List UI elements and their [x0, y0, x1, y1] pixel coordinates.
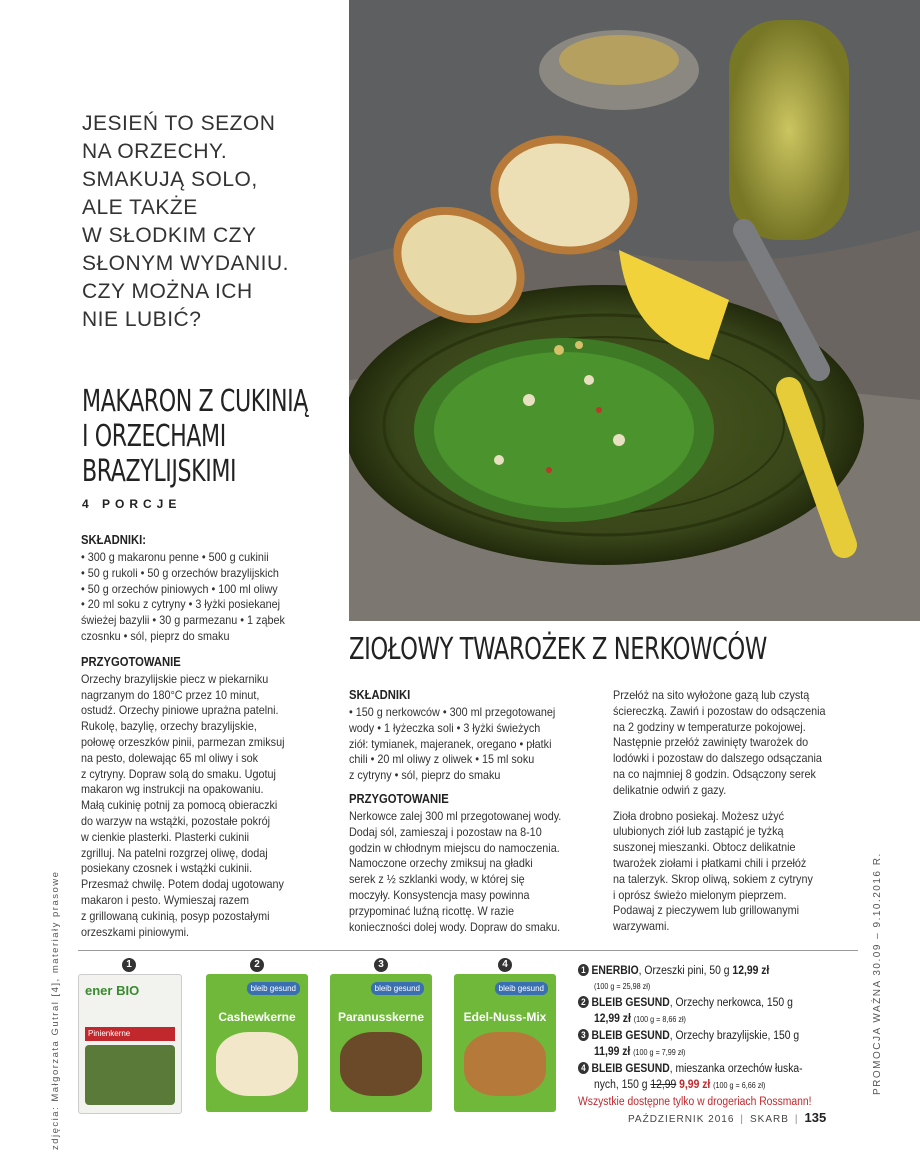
intro-line: SMAKUJĄ SOLO,	[82, 168, 258, 191]
item-unit-price: (100 g = 8,66 zł)	[633, 1015, 686, 1024]
availability-note: Wszystkie dostępne tylko w drogeriach Rossmann!	[578, 1096, 812, 1108]
product-number: 1	[122, 958, 136, 972]
item-brand: ENERBIO	[591, 965, 639, 977]
recipe2-prep-heading: PRZYGOTOWANIE	[349, 791, 449, 806]
item-brand: BLEIB GESUND	[591, 1063, 670, 1075]
text-line: Małą cukinię potnij za pomocą obieraczki	[81, 798, 278, 813]
item-brand: BLEIB GESUND	[591, 1030, 670, 1042]
pack-brand: ener BIO	[85, 983, 140, 998]
item-price: 11,99 zł	[594, 1046, 631, 1058]
item-desc: , Orzeszki pini, 50 g	[638, 965, 733, 977]
pack-name: Cashewkerne	[218, 1010, 296, 1024]
product-number: 4	[498, 958, 512, 972]
text-line: Dodaj sól, zamieszaj i pozostaw na 8-10	[349, 824, 542, 839]
text-line: makaron i pesto. Wymieszaj razem	[81, 892, 249, 907]
item-unit-price: (100 g = 7,99 zł)	[633, 1048, 686, 1057]
item-number: 4	[578, 1062, 589, 1074]
text-line: warzywami.	[613, 919, 670, 934]
text-line: na 2 godziny w temperaturze pokojowej.	[613, 719, 806, 734]
promo-validity: PROMOCJA WAŻNA 30.09 – 9.10.2016 R.	[872, 852, 883, 1095]
recipe2-ingredients-heading: SKŁADNIKI	[349, 688, 411, 702]
item-desc: , Orzechy brazylijskie, 150 g	[669, 1030, 800, 1042]
product-price-list	[578, 963, 868, 1110]
text-line: ściereczką. Zawiń i pozostaw do odsączenia	[613, 703, 826, 718]
text-line: Następnie przełóż zawinięty twarożek do	[613, 735, 809, 750]
text-line: zgrilluj. Na patelni rozgrzej oliwę, dodaj	[81, 845, 268, 860]
recipe1-prep	[81, 672, 341, 941]
recipe1-portions: 4 PORCJE	[82, 497, 182, 511]
intro-line: SŁONYM WYDANIU.	[82, 252, 290, 275]
text-line: • 150 g nerkowców • 300 ml przegotowanej	[349, 705, 556, 719]
product-number: 2	[250, 958, 264, 972]
pack-photo	[216, 1032, 298, 1096]
text-line: moczyły. Konsystencja masy powinna	[349, 887, 530, 902]
pack	[454, 974, 556, 1112]
text-line: Podawaj z pieczywem lub grillowanymi	[613, 903, 800, 918]
recipe1-body	[81, 533, 341, 940]
item-price: 9,99 zł	[679, 1079, 711, 1091]
recipe2-body-continued	[613, 688, 863, 935]
pack	[206, 974, 308, 1112]
recipe2-body	[349, 688, 599, 935]
recipe2-straining-text	[613, 688, 863, 799]
text-line: • 50 g orzechów piniowych • 100 ml oliwy	[81, 581, 278, 596]
price-item-2-price	[594, 1011, 841, 1028]
footer-separator: |	[740, 1114, 745, 1125]
text-line: ziół: tymianek, majeranek, oregano • płatki	[349, 736, 552, 751]
text-line: posiekany czosnek i wstążki cukinii.	[81, 861, 253, 876]
text-line: orzeszkami piniowymi.	[81, 924, 190, 939]
intro-text	[82, 110, 332, 334]
pack-photo	[340, 1032, 422, 1096]
text-line: w cienkie plasterki. Plasterki cukinii	[81, 829, 250, 844]
text-line: Przesmaż chwilę. Potem dodaj ugotowany	[81, 877, 284, 892]
text-line: suszonej mieszanki. Obtocz delikatnie	[613, 840, 796, 855]
item-price: 12,99 zł	[732, 965, 770, 977]
text-line: z cytryny. Dopraw solą do smaku. Ugotuj	[81, 766, 276, 781]
footer-section: SKARB	[750, 1114, 789, 1125]
item-desc-continued: nych, 150 g	[594, 1079, 651, 1091]
footer-separator: |	[794, 1114, 799, 1125]
text-line: Orzechy brazylijskie piecz w piekarniku	[81, 671, 269, 686]
food-photo-illustration	[349, 0, 920, 621]
product-number: 3	[374, 958, 388, 972]
text-line: na co najmniej 8 godzin. Odsączony serek	[613, 766, 816, 781]
text-line: konieczności dolej wody. Dopraw do smaku.	[349, 919, 561, 934]
recipe1-ingredients	[81, 550, 341, 645]
text-line: czosnku • sól, pieprz do smaku	[81, 628, 230, 643]
recipe1-title-line: MAKARON Z CUKINIĄ	[82, 384, 308, 419]
text-line: delikatnie odwiń z gazy.	[613, 782, 727, 797]
pack-brand: bleib gesund	[495, 982, 548, 995]
recipe1-title-line: BRAZYLIJSKIMI	[82, 454, 237, 489]
pack-photo	[464, 1032, 546, 1096]
text-line: lodówki i pozostaw do dalszego odsączania	[613, 751, 822, 766]
text-line: na talerzyk. Skrop oliwą, sokiem z cytryny	[613, 871, 813, 886]
text-line: z cytryny • sól, pieprz do smaku	[349, 768, 501, 783]
price-item-3-price	[594, 1044, 841, 1061]
footer-month: PAŹDZIERNIK 2016	[628, 1114, 735, 1125]
text-line: i oprósz świeżo mielonym pieprzem.	[613, 887, 787, 902]
text-line: ulubionych ziół lub zastąpić je tyżką	[613, 824, 784, 839]
item-brand: BLEIB GESUND	[591, 997, 670, 1009]
pack-name: Pinienkerne	[85, 1027, 175, 1041]
text-line: Nerkowce zalej 300 ml przegotowanej wody.	[349, 808, 562, 823]
item-desc: , Orzechy nerkowca, 150 g	[669, 997, 793, 1009]
pack-brand: bleib gesund	[371, 982, 424, 995]
text-line: połowę orzeszków pinii, parmezan zmiksuj	[81, 734, 285, 749]
intro-line: NA ORZECHY.	[82, 140, 228, 163]
product-pack-2	[206, 958, 316, 1118]
divider	[78, 950, 858, 951]
recipe2-serving-text	[613, 809, 863, 935]
pack-brand: bleib gesund	[247, 982, 300, 995]
text-line: twarożek ziołami i płatkami chili i przełóż	[613, 855, 807, 870]
recipe1-title-line: I ORZECHAMI	[82, 419, 226, 454]
text-line: Rukolę, bazylię, orzechy brazylijskie,	[81, 719, 257, 734]
price-item-4	[578, 1061, 839, 1077]
item-price: 12,99 zł	[594, 1013, 631, 1025]
pack	[330, 974, 432, 1112]
photo-credit: zdjęcia: Małgorzata Gutral [4], materiały prasowe	[50, 870, 61, 1150]
text-line: przypominać luźną ricottę. W razie	[349, 903, 515, 918]
text-line: świeżej bazylii • 30 g parmezanu • 1 ząbek	[81, 613, 285, 628]
item-unit-price: (100 g = 6,66 zł)	[713, 1081, 766, 1090]
text-line: godzin w chłodnym miejscu do namoczenia.	[349, 840, 560, 855]
text-line: z grillowaną cukinią, posyp pozostałymi	[81, 908, 270, 923]
page-number: 135	[804, 1110, 827, 1125]
text-line: Namoczone orzechy zmiksuj na gładki	[349, 856, 533, 871]
item-old-price: 12,99	[650, 1079, 677, 1091]
item-number: 2	[578, 996, 589, 1008]
product-pack-1	[78, 958, 188, 1118]
price-item-2	[578, 995, 839, 1011]
food-photo	[349, 0, 920, 621]
text-line: makaron wg instrukcji na opakowaniu.	[81, 782, 264, 797]
intro-line: CZY MOŻNA ICH	[82, 280, 253, 303]
item-number: 3	[578, 1029, 589, 1041]
recipe1-title	[82, 384, 337, 489]
price-item-1	[578, 963, 839, 979]
text-line: ostudź. Orzechy piniowe uprażna patelni.	[81, 703, 279, 718]
recipe1-ingredients-heading: SKŁADNIKI:	[81, 533, 146, 547]
recipe1-prep-heading: PRZYGOTOWANIE	[81, 654, 181, 669]
pack-name: Paranusskerne	[337, 1010, 425, 1024]
text-line: • 300 g makaronu penne • 500 g cukinii	[81, 550, 269, 564]
intro-line: ALE TAKŻE	[82, 196, 198, 219]
text-line: na pesto, dolewając 65 ml oliwy i sok	[81, 750, 259, 765]
price-item-4-price	[594, 1077, 841, 1094]
product-pack-4	[454, 958, 564, 1118]
recipe2-ingredients	[349, 705, 599, 784]
recipe2-prep	[349, 809, 599, 935]
text-line: do warzyw na wstążki, pozostałe pokrój	[81, 813, 271, 828]
text-line: • 50 g rukoli • 50 g orzechów brazylijskich	[81, 565, 279, 580]
price-item-3	[578, 1028, 839, 1044]
text-line: Zioła drobno posiekaj. Możesz użyć	[613, 808, 785, 823]
pack-photo	[85, 1045, 175, 1105]
pack	[78, 974, 182, 1114]
product-images	[78, 958, 568, 1118]
item-number: 1	[578, 964, 589, 976]
product-pack-3	[330, 958, 440, 1118]
item-unit-price: (100 g = 25,98 zł)	[594, 982, 651, 991]
text-line: • 20 ml soku z cytryny • 3 łyżki posiekanej	[81, 597, 281, 612]
intro-line: NIE LUBIĆ?	[82, 308, 202, 331]
recipe2-title: ZIOŁOWY TWAROŻEK Z NERKOWCÓW	[349, 632, 767, 667]
pack-name: Edel-Nuss-Mix	[463, 1010, 547, 1024]
text-line: chili • 20 ml oliwy z oliwek • 15 ml soku	[349, 752, 535, 767]
page-footer	[628, 1110, 826, 1125]
item-desc: , mieszanka orzechów łuska-	[669, 1063, 803, 1075]
text-line: wody • 1 łyżeczka soli • 3 łyżki świeżych	[349, 720, 541, 735]
text-line: nagrzanym do 180°C przez 10 minut,	[81, 687, 260, 702]
intro-line: JESIEŃ TO SEZON	[82, 112, 276, 135]
text-line: serek z ½ szklanki wody, w której się	[349, 872, 525, 887]
text-line: Przełóż na sito wyłożone gazą lub czystą	[613, 688, 810, 702]
intro-line: W SŁODKIM CZY	[82, 224, 257, 247]
